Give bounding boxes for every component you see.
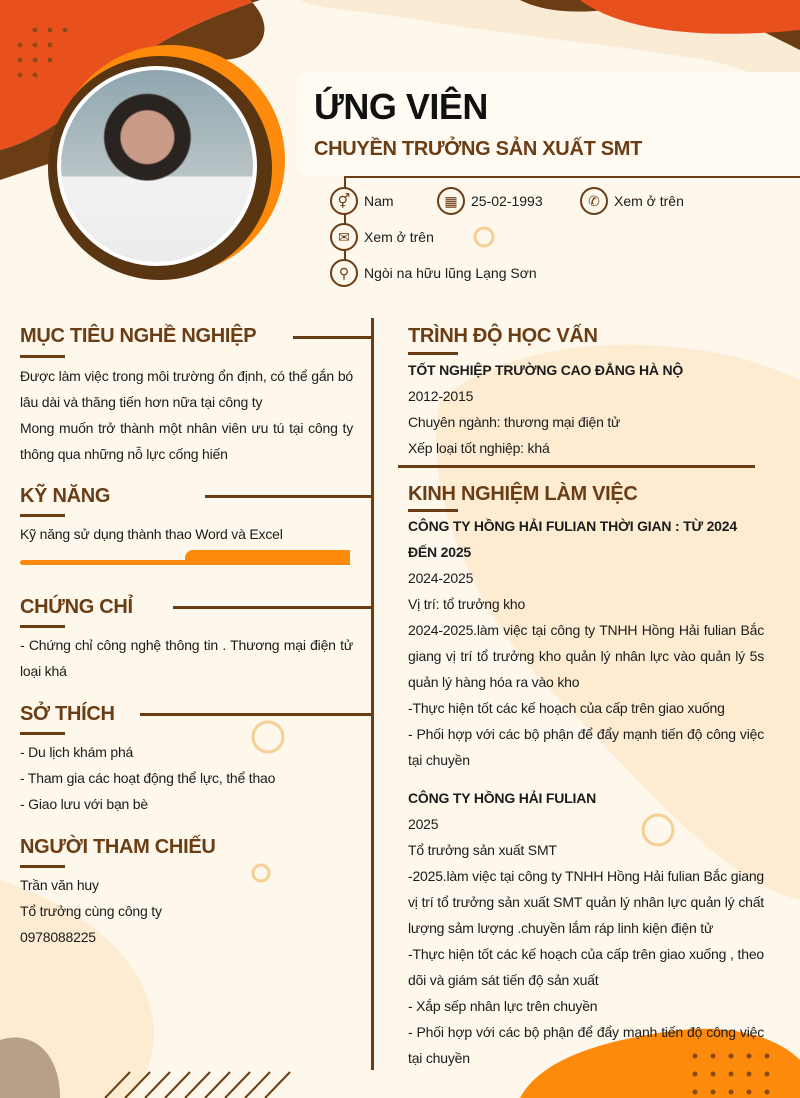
- contact-value: Xem ở trên: [364, 229, 434, 245]
- gender-icon: ⚥: [330, 187, 358, 215]
- job-title: CHUYỀN TRƯỞNG SẢN XUẤT SMT: [314, 138, 643, 160]
- job-company: CÔNG TY HỒNG HẢI FULIAN THỜI GIAN : TỪ 2024 ĐẾN 2025: [408, 518, 737, 560]
- job-line: 2024-2025: [408, 570, 474, 586]
- job-line: 2024-2025.làm việc tại công ty TNHH Hồng Hải fulian Bắc giang vị trí tổ trưởng kho quản lý nhân lực vào quản lý 5s quản lý hàng hóa ra vào kho: [408, 622, 764, 690]
- contact-divider: [344, 176, 800, 178]
- location-icon: ⚲: [330, 259, 358, 287]
- skill-level-bar: [20, 550, 350, 565]
- education-heading: TRÌNH ĐỘ HỌC VẤN: [408, 325, 598, 347]
- contact-value: Xem ở trên: [614, 193, 684, 209]
- heading-underline: [20, 355, 65, 358]
- reference-name: Trần văn huy: [20, 877, 99, 893]
- objective-line: Mong muốn trở thành một nhân viên ưu tú tại công ty thông qua những nỗ lực cống hiến: [20, 420, 353, 462]
- certificates-heading: CHỨNG CHỈ: [20, 596, 133, 618]
- experience-list: [408, 513, 764, 1071]
- heading-underline: [20, 625, 65, 628]
- job-line: - Xắp sếp nhân lực trên chuyền: [408, 998, 598, 1014]
- experience-heading: KINH NGHIỆM LÀM VIỆC: [408, 483, 638, 505]
- job-company: CÔNG TY HỒNG HẢI FULIAN: [408, 790, 597, 806]
- hobby-item: - Du lịch khám phá: [20, 744, 134, 760]
- certificate-text: - Chứng chỉ công nghệ thông tin . Thương mại điện tử loại khá: [20, 637, 353, 679]
- objective-text: [20, 363, 353, 467]
- job-line: -2025.làm việc tại công ty TNHH Hồng Hải fulian Bắc giang vị trí tổ trưởng sản xuất SMT quản lý nhân lực quản lý chất lượng sảm lượng .chuyền lắm ráp linh kiện điện tử: [408, 868, 764, 936]
- job-line: - Phối hợp với các bộ phận để đẩy mạnh tiến độ công việc tại chuyền: [408, 726, 764, 768]
- contact-address: [330, 259, 537, 287]
- job-line: -Thực hiện tốt các kế hoạch của cấp trên giao xuống: [408, 700, 725, 716]
- heading-underline: [20, 514, 65, 517]
- contact-gender: [330, 187, 394, 215]
- job-entry: [408, 513, 764, 773]
- objective-line: Được làm việc trong môi trường ổn định, có thể gắn bó lâu dài và thăng tiến hơn nữa tại công ty: [20, 368, 353, 410]
- contact-value: Nam: [364, 193, 394, 209]
- education-school: TỐT NGHIỆP TRƯỜNG CAO ĐẲNG HÀ NỘ: [408, 362, 684, 378]
- heading-connector: [140, 713, 373, 716]
- contact-birthday: [437, 187, 543, 215]
- hobbies-list: [20, 739, 275, 817]
- heading-underline: [408, 352, 458, 355]
- education-years: 2012-2015: [408, 388, 474, 404]
- job-line: 2025: [408, 816, 439, 832]
- heading-connector: [173, 606, 373, 609]
- job-line: - Phối hợp với các bộ phận để đẩy mạnh tiến độ công việc tại chuyền: [408, 1024, 764, 1066]
- phone-icon: ✆: [580, 187, 608, 215]
- hobbies-heading: SỞ THÍCH: [20, 703, 115, 725]
- contact-phone: [580, 187, 684, 215]
- timeline-line: [371, 318, 374, 1070]
- skill-name: Kỹ năng sử dụng thành thao Word và Excel: [20, 526, 283, 542]
- job-line: -Thực hiện tốt các kế hoạch của cấp trên giao xuống , theo dõi và giám sát tiến độ sản xuất: [408, 946, 764, 988]
- heading-connector: [293, 336, 373, 339]
- references-heading: NGƯỜI THAM CHIẾU: [20, 836, 216, 858]
- objective-heading: MỤC TIÊU NGHỀ NGHIỆP: [20, 325, 257, 347]
- email-icon: ✉: [330, 223, 358, 251]
- contact-value: 25-02-1993: [471, 193, 543, 209]
- skills-heading: KỸ NĂNG: [20, 485, 111, 507]
- job-entry: [408, 785, 764, 1071]
- contact-email: [330, 223, 434, 251]
- job-line: Vị trí: tổ trưởng kho: [408, 596, 526, 612]
- education-grade: Xếp loại tốt nghiệp: khá: [408, 440, 550, 456]
- reference-phone: 0978088225: [20, 929, 96, 945]
- education-major: Chuyên ngành: thương mại điện tử: [408, 414, 621, 430]
- education-details: [408, 383, 620, 461]
- contact-value: Ngòi na hữu lũng Lạng Sơn: [364, 265, 537, 281]
- hobby-item: - Giao lưu với bạn bè: [20, 796, 148, 812]
- candidate-photo: [57, 66, 257, 266]
- heading-underline: [408, 509, 458, 512]
- heading-connector: [205, 495, 373, 498]
- candidate-name: ỨNG VIÊN: [314, 86, 488, 127]
- heading-underline: [20, 865, 65, 868]
- heading-underline: [20, 732, 65, 735]
- calendar-icon: ▦: [437, 187, 465, 215]
- reference-position: Tổ trưởng cùng công ty: [20, 903, 162, 919]
- job-line: Tổ trưởng sản xuất SMT: [408, 842, 557, 858]
- section-divider: [398, 465, 755, 468]
- references-list: [20, 872, 162, 950]
- hobby-item: - Tham gia các hoạt động thể lực, thể thao: [20, 770, 276, 786]
